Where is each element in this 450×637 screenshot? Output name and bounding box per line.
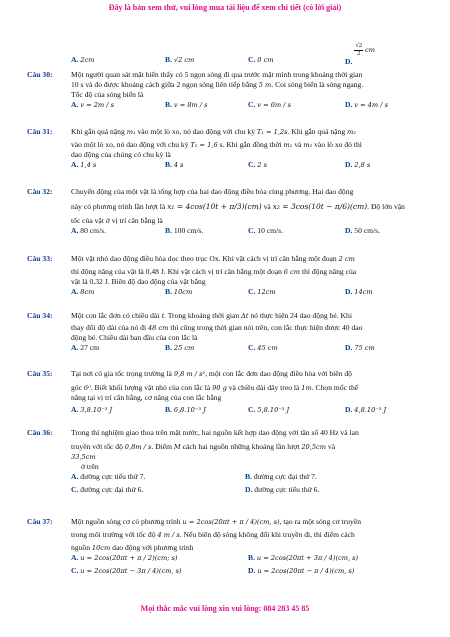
text-segment: B. — [165, 55, 172, 64]
math-expression: m₂ — [303, 141, 313, 150]
text-segment: C. — [248, 226, 256, 236]
math-expression: v = 8m / s — [173, 101, 208, 110]
text-segment: B. — [165, 405, 172, 415]
math-expression: 2 cm — [338, 255, 355, 263]
math-expression: M — [173, 443, 181, 452]
text-segment: . Biết khối lượng vật nhỏ của con lắc là — [90, 383, 211, 393]
text-segment: 10 cm/s. — [257, 226, 284, 236]
answer-option — [248, 343, 278, 353]
text-segment: này có phương trình lần lượt là — [71, 202, 166, 212]
text-segment: Một người quan sát mặt biển thấy có 5 ngọn sóng đi qua trước mặt mình trong khoảng thời gian — [71, 70, 363, 79]
answer-option — [71, 553, 177, 563]
answer-option — [71, 100, 114, 110]
math-expression: v = 6m / s — [257, 101, 291, 110]
text-segment: Câu 36: — [27, 428, 53, 437]
math-expression: 4 m / s — [157, 531, 180, 540]
text-segment: s. Khi gắn đồng thời — [219, 140, 282, 150]
answer-option — [165, 287, 192, 297]
text-segment: D. — [345, 56, 353, 66]
text-segment: A. — [71, 160, 79, 170]
text-segment: năng tại vị trí cân bằng, cơ năng của con lắc bằng — [71, 393, 222, 403]
math-expression: 0 cm — [257, 56, 274, 64]
text-segment: và — [263, 202, 271, 212]
text-segment: dao động của chúng có chu kỳ là — [71, 150, 171, 160]
answer-option — [71, 472, 145, 482]
text-segment: C. — [71, 566, 79, 576]
answer-option — [71, 160, 96, 170]
math-expression: 10cm — [173, 288, 193, 297]
text-segment: Một nguồn sóng cơ có phương trình — [71, 517, 181, 526]
text-segment: đường cực tiểu thứ 6. — [254, 485, 320, 495]
math-expression: 1m — [301, 384, 312, 393]
math-expression: 5,8.10⁻³ J — [257, 406, 290, 415]
text-segment: B. — [165, 100, 172, 110]
math-expression: u = 2cos(20πt − π / 4)(cm, s) — [257, 567, 355, 576]
math-expression: 2 s — [257, 161, 267, 170]
answer-option — [165, 100, 208, 110]
text-segment: góc — [71, 383, 82, 393]
math-expression: 1,4 s — [80, 161, 97, 170]
text-segment: Câu 35: — [27, 369, 53, 378]
text-segment: và — [327, 442, 336, 452]
text-segment: . Trong khoảng thời gian — [164, 311, 240, 320]
answer-option — [71, 485, 143, 495]
option-c — [248, 55, 274, 65]
text-segment: và — [294, 140, 302, 150]
text-segment: Câu 31: — [27, 127, 53, 136]
math-expression: 3,8.10⁻³ J — [80, 406, 113, 415]
math-expression: ℓ — [161, 312, 165, 320]
text-segment: √2 — [355, 42, 363, 49]
question-32 — [0, 187, 450, 239]
answer-option — [248, 100, 291, 110]
text-segment: đường cực tiểu thứ 7. — [80, 472, 146, 482]
math-expression: T₁ = 1,2s — [256, 128, 288, 136]
math-expression: 8cm — [80, 288, 95, 297]
math-expression: T₂ = 1,6 — [190, 141, 218, 150]
answer-option — [248, 566, 354, 576]
answer-option — [165, 226, 203, 236]
text-segment: nguồn — [71, 543, 90, 553]
text-segment: B. — [165, 287, 172, 297]
text-segment: cách hai nguồn những khoảng lần lượt — [182, 442, 300, 452]
question-37 — [0, 517, 450, 579]
math-expression: 20,5cm — [301, 443, 326, 452]
text-segment: thì động năng của vật là 0,48 J. Khi vật cách vị trí cân bằng một đoạn — [71, 267, 282, 277]
text-segment: đường cực đại thứ 6. — [80, 485, 144, 495]
text-segment: C. — [248, 287, 256, 297]
text-segment: Trong thí nghiệm giao thoa trên mặt nước, hai nguồn kết hợp dao động với tần số 40 Hz và lan — [71, 428, 359, 437]
text-segment: . Điểm — [151, 442, 173, 452]
math-expression: 25 cm — [173, 344, 195, 353]
text-segment: dao động với phương trình — [112, 543, 194, 553]
text-segment: Câu 32: — [27, 187, 53, 196]
text-segment: D. — [345, 405, 353, 415]
math-expression: 45 cm — [257, 344, 278, 353]
text-segment: . Chọn mốc thế — [311, 383, 359, 393]
question-35 — [0, 369, 450, 418]
text-segment: Một vật nhỏ dao động điều hòa dọc theo trục Ox. Khi vật cách vị trí cân bằng một đoạn — [71, 254, 337, 263]
answer-option — [345, 343, 375, 353]
text-segment: tốc của vật ở vị trí cân bằng là — [71, 216, 163, 226]
fraction — [354, 43, 363, 57]
question-31 — [0, 127, 450, 173]
text-segment: Một con lắc đơn có chiều dài — [71, 311, 160, 320]
text-segment: A. — [71, 472, 79, 482]
q29-options — [0, 42, 450, 68]
text-segment: , tạo ra một sóng cơ truyền — [279, 517, 361, 526]
answer-option — [345, 160, 370, 170]
math-expression: m₁ — [126, 128, 136, 136]
text-segment: C. — [248, 405, 256, 415]
math-expression: 6,8.10⁻³ J — [173, 406, 206, 415]
text-segment: 50 cm/s. — [354, 226, 381, 236]
text-segment: Câu 33: — [27, 254, 53, 263]
text-segment: C. — [71, 485, 79, 495]
answer-option — [345, 226, 380, 236]
text-segment: A. — [71, 55, 79, 64]
text-segment: D. — [345, 287, 353, 297]
answer-option — [71, 405, 112, 415]
math-expression: √2 cm — [173, 56, 195, 64]
math-expression: 75 cm — [354, 344, 375, 353]
math-expression: Δt — [241, 312, 249, 320]
text-segment: . Coi sóng biển là sóng ngang. — [271, 80, 364, 90]
text-segment: C. — [248, 55, 256, 64]
text-segment: A. — [71, 343, 79, 353]
text-segment: . Khi gắn quả nặng — [287, 127, 346, 136]
answer-option — [248, 160, 267, 170]
math-expression: u = 2cos(20πt + 3π / 4)(cm, s) — [256, 554, 359, 563]
text-segment: Câu 30: — [27, 70, 53, 79]
math-expression: x₁ = 4cos(10t + π/3)(cm) — [167, 202, 262, 212]
text-segment: vật là 0,32 J. Biên độ dao động của vật bằng — [71, 277, 206, 287]
text-segment: ở trên — [81, 462, 99, 472]
text-segment: 27 cm — [80, 343, 100, 353]
text-segment: trong môi trường với tốc độ — [71, 530, 156, 540]
math-expression: x₂ = 3cos(10t − π/6)(cm) — [272, 202, 368, 212]
text-segment: Chuyển động của một vật là tổng hợp của hai dao động điều hòa cùng phương. Hai dao động — [71, 187, 354, 196]
text-segment: thì cũng trong thời gian nói trên, con lắc thực hiện được 40 dao — [170, 323, 363, 333]
text-segment: B. — [165, 226, 172, 236]
text-segment: 10 s và đo được khoảng cách giữa 2 ngọn sóng liên tiếp bằng — [71, 80, 257, 90]
text-segment: D. — [248, 566, 256, 576]
text-segment: D. — [345, 160, 353, 170]
math-expression: m₂ — [347, 128, 356, 136]
text-segment: truyền với tốc độ — [71, 442, 123, 452]
answer-option — [71, 226, 106, 236]
math-expression: 12cm — [257, 288, 276, 297]
text-segment: thay đổi độ dài của nó đi — [71, 323, 147, 333]
text-segment: thì động năng của — [301, 267, 357, 277]
text-segment: Tốc độ của sóng biển là — [71, 90, 144, 100]
text-segment: vào một lò xo, nó dao động với chu kỳ — [71, 140, 189, 150]
math-expression: 4,8.10⁻³ J — [354, 406, 387, 415]
math-expression: 2,8 s — [354, 161, 371, 170]
contact-footer: Mọi thắc mắc vui lòng xin vui lòng: 084 283 45 85 — [140, 604, 310, 613]
answer-option — [345, 100, 388, 110]
text-segment: D. — [345, 343, 353, 353]
answer-option — [165, 405, 206, 415]
text-segment: 2 — [357, 49, 361, 57]
text-segment: A. — [71, 553, 79, 563]
text-segment: 80 cm/s. — [80, 226, 107, 236]
text-segment: C. — [248, 160, 256, 170]
math-expression: m₁ — [283, 141, 293, 150]
answer-option — [345, 287, 373, 297]
math-expression: u = 2cos(20πt + π / 4)(cm, s) — [182, 518, 280, 526]
math-expression: 90 g — [212, 384, 227, 393]
answer-option — [248, 287, 276, 297]
math-expression: v = 4m / s — [354, 101, 388, 110]
question-33 — [0, 254, 450, 300]
answer-option — [71, 287, 94, 297]
text-segment: Câu 37: — [27, 517, 53, 526]
preview-banner: Đây là bản xem thử, vui lòng mua tài liệu để xem chi tiết (có lời giải) — [108, 3, 342, 12]
math-expression: u = 2cos(20πt + π / 2)(cm; s) — [80, 554, 178, 563]
option-b — [165, 55, 194, 65]
answer-option — [165, 343, 194, 353]
question-30 — [0, 70, 450, 113]
text-segment: B. — [165, 160, 172, 170]
answer-option — [245, 472, 317, 482]
question-34 — [0, 311, 450, 356]
math-expression: 48 cm — [147, 324, 169, 333]
math-expression: cm — [365, 45, 375, 54]
text-segment: A. — [71, 287, 79, 297]
text-segment: D. — [345, 226, 353, 236]
text-segment: động bé. Chiều dài ban đầu của con lắc là — [71, 333, 198, 343]
math-expression: 6 cm — [283, 268, 301, 277]
text-segment: vào một lò xo, nó dao động với chu kỳ — [137, 127, 255, 136]
math-expression: u = 2cos(20πt − 3π / 4)(cm, s) — [80, 567, 182, 576]
math-expression: 2cm — [80, 56, 95, 64]
math-expression: 5 m — [258, 81, 272, 90]
text-segment: . Nếu biên độ sóng không đổi khi truyền đi, thì điểm cách — [179, 530, 355, 540]
math-expression: 10cm — [91, 544, 111, 553]
text-segment: B. — [165, 343, 172, 353]
text-segment: nó thực hiện 24 dao động bé. Khi — [250, 311, 352, 320]
answer-option — [71, 343, 99, 353]
text-segment: C. — [248, 343, 256, 353]
text-segment: Câu 34: — [27, 311, 53, 320]
math-expression: v = 2m / s — [80, 101, 114, 110]
text-segment: 100 cm/s. — [173, 226, 204, 236]
answer-option — [165, 160, 184, 170]
text-segment: vào lò xo đó thì — [314, 140, 362, 150]
text-segment: C. — [248, 100, 256, 110]
question-36 — [0, 428, 450, 498]
option-d — [345, 42, 375, 66]
text-segment: Tại nơi có gia tốc trọng trường là — [71, 369, 172, 378]
text-segment: D. — [345, 100, 353, 110]
text-segment: . Độ lớn vận — [367, 202, 405, 212]
text-segment: A. — [71, 100, 79, 110]
math-expression: 0,8m / s — [124, 443, 152, 452]
answer-option — [248, 226, 283, 236]
text-segment: A. — [71, 405, 79, 415]
text-segment: , một con lắc đơn dao động điều hòa với biên độ — [205, 369, 352, 378]
text-segment: A. — [71, 226, 79, 236]
text-segment: Khi gắn quả nặng — [71, 127, 125, 136]
answer-option — [71, 566, 182, 576]
text-segment: D. — [245, 485, 253, 495]
text-segment: và chiều dài dây treo là — [228, 383, 300, 393]
math-expression: 14cm — [354, 288, 373, 297]
math-expression: 9,8 m / s² — [173, 370, 206, 378]
text-segment: B. — [248, 553, 255, 563]
math-expression: 33,5cm — [71, 453, 96, 462]
answer-option — [248, 553, 358, 563]
option-a — [71, 55, 94, 65]
text-segment: đường cực đại thứ 7. — [253, 472, 317, 482]
math-expression: 6⁰ — [83, 384, 91, 393]
text-segment: B. — [245, 472, 252, 482]
answer-option — [245, 485, 319, 495]
answer-option — [248, 405, 289, 415]
math-expression: 4 s — [173, 161, 184, 170]
answer-option — [345, 405, 386, 415]
